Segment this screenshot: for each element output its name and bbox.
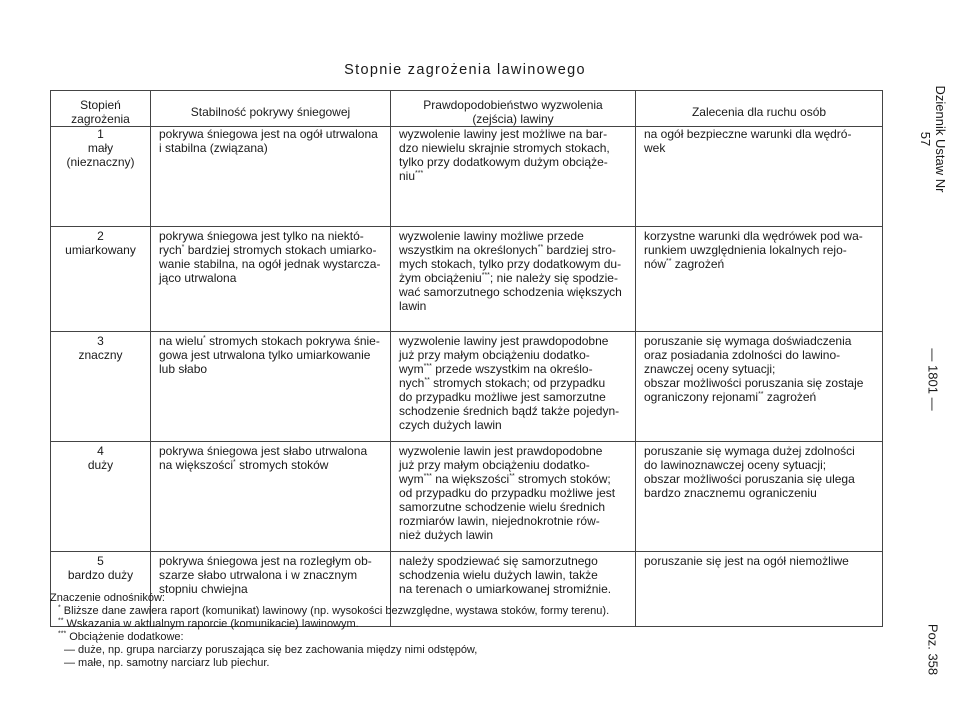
cell-danger-level: 2 umiarkowany [51,227,151,332]
page-title: Stopnie zagrożenia lawinowego [344,62,586,78]
page-number: — 1801 — [925,348,941,411]
cell-danger-level: 5 bardzo duży [51,552,151,627]
cell-stability: pokrywa śniegowa jest na rozległym ob- szarze słabo utrwalona i w znacznym stopniu chwiejna [151,552,391,627]
cell-probability: wyzwolenie lawin jest prawdopodobne już przy małym obciążeniu dodatko- wym*** na większości** stromych stoków; od przypadku do przypadku możliwe jest samorzutne schodzenie wielu średnich rozmiarów lawin, niejednokrotnie rów- nież dużych lawin [391,442,636,552]
cell-danger-level: 4 duży [51,442,151,552]
table-row [51,227,883,332]
table-row [51,332,883,442]
cell-recommendations: poruszanie się jest na ogół niemożliwe [636,552,883,627]
cell-stability: pokrywa śniegowa jest na ogół utrwalona i stabilna (związana) [151,127,391,227]
table-row [51,127,883,227]
cell-stability: pokrywa śniegowa jest tylko na niektó- rych* bardziej stromych stokach umiarko- wanie stabilna, na ogół jednak wystarcza- jąco utrwalona [151,227,391,332]
cell-recommendations: poruszanie się wymaga dużej zdolności do lawinoznawczej oceny sytuacji; obszar możliwości poruszania się ulega bardzo znacznemu ograniczeniu [636,442,883,552]
cell-probability: należy spodziewać się samorzutnego schodzenia wielu dużych lawin, także na terenach o umiarkowanej stromiźnie. [391,552,636,627]
cell-probability: wyzwolenie lawiny jest prawdopodobne już przy małym obciążeniu dodatko- wym*** przede wszystkim na określo- nych** stromych stokach; od przypadku do przypadku możliwe jest samorzutne schodzenie średnich bądź także pojedyn- czych dużych lawin [391,332,636,442]
header-danger-level: Stopień zagrożenia [51,91,151,127]
position-label: Poz. 358 [925,623,941,676]
journal-label: Dziennik Ustaw Nr 57 [918,85,948,193]
footnote-3-sub-1: — duże, np. grupa narciarzy poruszająca się bez zachowania między nimi odstępów, [64,644,478,656]
footnote-3-sub-2: — małe, np. samotny narciarz lub piechur. [64,657,270,669]
header-stability: Stabilność pokrywy śniegowej [151,91,391,127]
cell-recommendations: poruszanie się wymaga doświadczenia oraz posiadania zdolności do lawino- znawczej oceny sytuacji; obszar możliwości poruszania się zostaje ograniczony rejonami** zagrożeń [636,332,883,442]
cell-danger-level: 1 mały (nieznaczny) [51,127,151,227]
cell-danger-level: 3 znaczny [51,332,151,442]
cell-stability: na wielu* stromych stokach pokrywa śnie- gowa jest utrwalona tylko umiarkowanie lub słabo [151,332,391,442]
cell-probability: wyzwolenie lawiny możliwe przede wszystkim na określonych** bardziej stro- mych stokach, tylko przy dodatkowym du- żym obciążeniu***; nie należy się spodzie- wać samorzutnego schodzenia większych lawin [391,227,636,332]
footnote-3: *** Obciążenie dodatkowe: [58,630,184,643]
footnote-1: * Bliższe dane zawiera raport (komunikat) lawinowy (np. wysokości bezwzględne, wystawa stoków, formy terenu). [58,604,610,617]
footnotes [50,592,850,670]
cell-stability: pokrywa śniegowa jest słabo utrwalona na większości* stromych stoków [151,442,391,552]
footnotes-heading: Znaczenie odnośników: [50,592,165,604]
header-probability: Prawdopodobieństwo wyzwolenia (zejścia) lawiny [391,91,636,127]
table-row [51,442,883,552]
cell-probability: wyzwolenie lawiny jest możliwe na bar- dzo niewielu skrajnie stromych stokach, tylko przy dodatkowym dużym obciąże- niu*** [391,127,636,227]
footnote-2: ** Wskazania w aktualnym raporcie (komunikacie) lawinowym. [58,617,359,630]
cell-recommendations: na ogół bezpieczne warunki dla wędró- wek [636,127,883,227]
header-recommendations: Zalecenia dla ruchu osób [636,91,883,127]
cell-recommendations: korzystne warunki dla wędrówek pod wa- runkiem uwzględnienia lokalnych rejo- nów** zagrożeń [636,227,883,332]
avalanche-danger-table [50,90,883,627]
